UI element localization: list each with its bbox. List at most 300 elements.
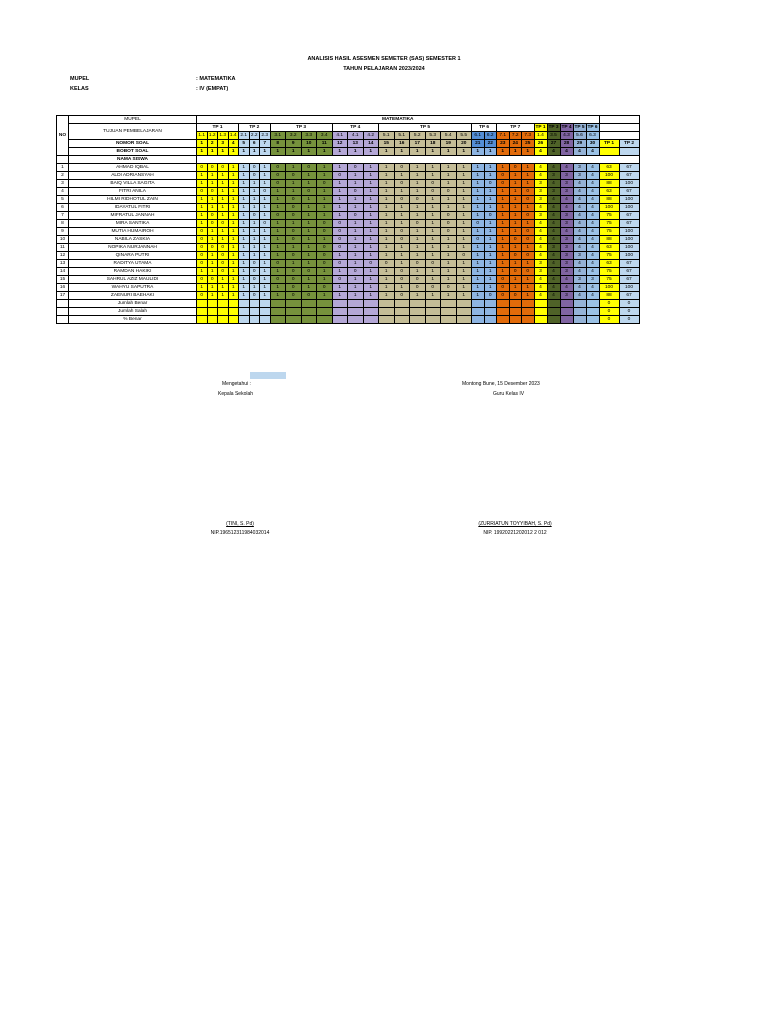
score-cell: 1 — [425, 268, 441, 276]
score-cell: 1 — [497, 228, 510, 236]
score-cell: 1 — [286, 244, 302, 252]
score-cell: 1 — [379, 172, 395, 180]
score-cell: 1 — [260, 228, 271, 236]
score-cell: 1 — [410, 180, 426, 188]
score-cell: 0 — [497, 284, 510, 292]
score-cell: 1 — [379, 252, 395, 260]
score-cell: 1 — [270, 244, 286, 252]
score-cell: 1 — [379, 276, 395, 284]
score-cell: 1 — [484, 244, 497, 252]
score-cell: 1 — [332, 196, 348, 204]
score-cell: 0 — [509, 164, 522, 172]
score-cell: 0 — [332, 172, 348, 180]
score-cell: 1 — [228, 244, 239, 252]
sub-code: 3.2 — [286, 132, 302, 140]
student-name: MUTIA HUMAIROH — [69, 228, 197, 236]
student-name: BAIQ VILLA SAGITA — [69, 180, 197, 188]
score-cell: 1 — [363, 244, 379, 252]
principal-title: Kepala Sekolah — [218, 391, 254, 397]
score-cell: 1 — [484, 260, 497, 268]
score-cell: 0 — [394, 164, 410, 172]
score-cell: 1 — [363, 188, 379, 196]
summary-cell — [472, 300, 485, 308]
score-cell: 4 — [547, 220, 560, 228]
score-cell: 4 — [586, 268, 599, 276]
summary-cell — [332, 300, 348, 308]
blank-cell — [57, 156, 69, 164]
score-cell: 0 — [472, 220, 485, 228]
score-cell: 1 — [394, 220, 410, 228]
score-cell: 0 — [497, 292, 510, 300]
score-cell: 1 — [441, 260, 457, 268]
score-cell: 1 — [441, 276, 457, 284]
score-cell: 1 — [509, 196, 522, 204]
score-cell: 1 — [484, 276, 497, 284]
score-cell: 1 — [497, 220, 510, 228]
score-cell: 0 — [379, 260, 395, 268]
score-cell: 1 — [379, 220, 395, 228]
summary-tp1: 0 — [599, 308, 619, 316]
summary-cell — [573, 316, 586, 324]
score-cell: 1 — [317, 204, 333, 212]
summary-cell — [456, 316, 472, 324]
score-cell: 1 — [509, 284, 522, 292]
score-cell: 1 — [228, 188, 239, 196]
score-cell: 0 — [260, 220, 271, 228]
tp-group-3: TP 3 — [270, 124, 332, 132]
result-tp1: 100 — [599, 172, 619, 180]
summary-cell — [239, 316, 250, 324]
score-cell: 1 — [379, 212, 395, 220]
student-name: HILMI RIDHOTUL ZAIN — [69, 196, 197, 204]
summary-cell — [301, 316, 317, 324]
score-cell: 1 — [425, 212, 441, 220]
score-cell: 4 — [586, 196, 599, 204]
score-cell: 1 — [228, 284, 239, 292]
student-row — [57, 268, 640, 276]
score-cell: 4 — [573, 188, 586, 196]
score-cell: 1 — [228, 268, 239, 276]
summary-cell — [363, 300, 379, 308]
score-cell: 1 — [472, 180, 485, 188]
score-cell: 1 — [239, 228, 250, 236]
score-cell: 1 — [228, 228, 239, 236]
result-tp2: 100 — [619, 204, 639, 212]
question-number: 24 — [509, 140, 522, 148]
score-cell: 1 — [410, 244, 426, 252]
student-name: IDAYATUL FITRI — [69, 204, 197, 212]
score-cell: 1 — [301, 220, 317, 228]
question-number: 18 — [425, 140, 441, 148]
score-cell: 4 — [547, 236, 560, 244]
summary-cell — [348, 300, 364, 308]
score-cell: 0 — [249, 212, 260, 220]
score-cell: 4 — [573, 220, 586, 228]
score-cell: 1 — [348, 244, 364, 252]
score-cell: 1 — [363, 276, 379, 284]
score-cell: 0 — [286, 284, 302, 292]
summary-cell — [301, 300, 317, 308]
score-cell: 1 — [197, 204, 208, 212]
score-cell: 3 — [560, 268, 573, 276]
score-cell: 1 — [484, 172, 497, 180]
question-weight: 1 — [286, 148, 302, 156]
score-cell: 0 — [260, 188, 271, 196]
score-cell: 0 — [497, 276, 510, 284]
student-no: 1 — [57, 164, 69, 172]
score-cell: 1 — [497, 244, 510, 252]
result-tp2: 67 — [619, 220, 639, 228]
highlight-strip — [250, 372, 286, 379]
tp-group-7: TP 7 — [497, 124, 535, 132]
result-tp1: 63 — [599, 164, 619, 172]
score-cell: 1 — [270, 220, 286, 228]
score-cell: 1 — [379, 188, 395, 196]
score-cell: 0 — [522, 268, 535, 276]
teacher-nip: NIP. 19920221202012 2 012 — [483, 530, 547, 536]
question-number: 11 — [317, 140, 333, 148]
score-cell: 1 — [484, 268, 497, 276]
score-cell: 0 — [270, 276, 286, 284]
summary-cell — [348, 316, 364, 324]
score-cell: 1 — [441, 244, 457, 252]
score-cell: 1 — [394, 284, 410, 292]
student-name-header-row — [57, 156, 640, 164]
result-tp2: 67 — [619, 276, 639, 284]
result-tp2: 100 — [619, 236, 639, 244]
score-cell: 1 — [301, 212, 317, 220]
score-cell: 4 — [573, 292, 586, 300]
score-cell: 1 — [207, 268, 218, 276]
score-cell: 0 — [522, 236, 535, 244]
score-cell: 1 — [363, 196, 379, 204]
summary-label: Jumlah Salah — [69, 308, 197, 316]
score-cell: 0 — [410, 220, 426, 228]
question-number: 3 — [218, 140, 229, 148]
student-row — [57, 220, 640, 228]
result-tp2: 100 — [619, 244, 639, 252]
question-number: 28 — [560, 140, 573, 148]
question-weight: 1 — [260, 148, 271, 156]
question-number: 19 — [441, 140, 457, 148]
question-number: 26 — [534, 140, 547, 148]
score-cell: 0 — [207, 212, 218, 220]
score-cell: 0 — [509, 292, 522, 300]
score-cell: 0 — [317, 220, 333, 228]
score-cell: 1 — [456, 244, 472, 252]
score-cell: 1 — [509, 212, 522, 220]
score-cell: 3 — [534, 196, 547, 204]
sub-code: 4.3 — [560, 132, 573, 140]
score-cell: 1 — [228, 180, 239, 188]
score-cell: 1 — [379, 196, 395, 204]
score-cell: 1 — [239, 188, 250, 196]
score-cell: 1 — [394, 172, 410, 180]
principal-nip: NIP.196512311984032014 — [210, 530, 270, 536]
score-cell: 0 — [301, 164, 317, 172]
document-subtitle: TAHUN PELAJARAN 2023/2024 — [343, 66, 425, 72]
score-cell: 0 — [484, 212, 497, 220]
score-cell: 1 — [472, 252, 485, 260]
question-number-header: NOMOR SOAL — [69, 140, 197, 148]
student-name: AHMAD IQBAL — [69, 164, 197, 172]
blank-cell — [57, 316, 69, 324]
score-cell: 0 — [286, 236, 302, 244]
sub-code: 3.1 — [270, 132, 286, 140]
score-cell: 4 — [586, 188, 599, 196]
score-cell: 1 — [425, 252, 441, 260]
result-spacer — [619, 148, 639, 156]
score-cell: 0 — [522, 228, 535, 236]
score-cell: 1 — [239, 260, 250, 268]
question-number: 9 — [286, 140, 302, 148]
score-cell: 0 — [410, 196, 426, 204]
score-cell: 0 — [286, 204, 302, 212]
score-cell: 0 — [484, 292, 497, 300]
score-cell: 0 — [197, 260, 208, 268]
score-cell: 1 — [260, 284, 271, 292]
score-cell: 4 — [534, 284, 547, 292]
student-row — [57, 276, 640, 284]
score-cell: 1 — [207, 260, 218, 268]
score-cell: 1 — [249, 236, 260, 244]
score-cell: 1 — [425, 220, 441, 228]
question-number: 25 — [522, 140, 535, 148]
summary-cell — [534, 308, 547, 316]
score-cell: 1 — [379, 228, 395, 236]
score-cell: 4 — [586, 212, 599, 220]
score-cell: 1 — [472, 212, 485, 220]
score-cell: 1 — [410, 164, 426, 172]
kelas-label: KELAS — [70, 86, 89, 92]
score-cell: 1 — [260, 196, 271, 204]
summary-cell — [509, 316, 522, 324]
score-cell: 0 — [286, 196, 302, 204]
score-cell: 0 — [441, 220, 457, 228]
score-cell: 1 — [239, 220, 250, 228]
score-cell: 0 — [197, 188, 208, 196]
summary-cell — [286, 316, 302, 324]
result-tp2: 67 — [619, 188, 639, 196]
summary-cell — [228, 300, 239, 308]
student-row — [57, 172, 640, 180]
question-weight: 4 — [560, 148, 573, 156]
student-no: 5 — [57, 196, 69, 204]
score-cell: 1 — [394, 244, 410, 252]
score-cell: 0 — [332, 236, 348, 244]
summary-label: % Benar — [69, 316, 197, 324]
result-spacer — [599, 132, 639, 140]
student-no: 3 — [57, 180, 69, 188]
sub-code: 2.3 — [261, 133, 269, 138]
score-cell: 0 — [301, 292, 317, 300]
score-cell: 3 — [534, 188, 547, 196]
score-cell: 1 — [379, 244, 395, 252]
score-cell: 4 — [534, 172, 547, 180]
result-spacer — [599, 124, 639, 132]
score-cell: 0 — [218, 164, 229, 172]
score-cell: 1 — [456, 268, 472, 276]
score-cell: 1 — [228, 260, 239, 268]
student-row — [57, 188, 640, 196]
score-cell: 0 — [441, 188, 457, 196]
score-cell: 4 — [586, 180, 599, 188]
score-cell: 1 — [218, 180, 229, 188]
result-tp1: 75 — [599, 212, 619, 220]
summary-cell — [207, 316, 218, 324]
student-no: 11 — [57, 244, 69, 252]
question-weight: 4 — [534, 148, 547, 156]
score-cell: 1 — [509, 172, 522, 180]
sub-code: 1.1 — [198, 133, 206, 138]
student-no: 14 — [57, 268, 69, 276]
student-name: ZAENURI BAEHAKI — [69, 292, 197, 300]
summary-cell — [218, 300, 229, 308]
score-cell: 0 — [207, 188, 218, 196]
score-cell: 1 — [270, 204, 286, 212]
score-cell: 1 — [394, 252, 410, 260]
score-cell: 0 — [332, 244, 348, 252]
summary-cell — [560, 316, 573, 324]
score-cell: 1 — [472, 244, 485, 252]
summary-cell — [497, 308, 510, 316]
question-weight: 1 — [472, 148, 485, 156]
score-cell: 1 — [425, 164, 441, 172]
score-cell: 4 — [547, 284, 560, 292]
score-cell: 1 — [207, 204, 218, 212]
score-cell: 4 — [534, 204, 547, 212]
score-cell: 1 — [260, 252, 271, 260]
question-number: 12 — [332, 140, 348, 148]
question-number: 13 — [348, 140, 364, 148]
summary-cell — [317, 300, 333, 308]
student-row — [57, 252, 640, 260]
summary-label: Jumlah Benar — [69, 300, 197, 308]
result-tp2: 100 — [619, 252, 639, 260]
score-cell: 0 — [218, 220, 229, 228]
score-cell: 1 — [484, 164, 497, 172]
question-number: 16 — [394, 140, 410, 148]
score-cell: 0 — [249, 164, 260, 172]
score-cell: 1 — [484, 228, 497, 236]
score-cell: 1 — [270, 268, 286, 276]
score-cell: 0 — [317, 260, 333, 268]
score-cell: 1 — [509, 228, 522, 236]
score-cell: 1 — [410, 204, 426, 212]
question-weight: 1 — [249, 148, 260, 156]
summary-cell — [560, 308, 573, 316]
score-cell: 4 — [534, 292, 547, 300]
score-cell: 1 — [472, 260, 485, 268]
score-cell: 0 — [441, 228, 457, 236]
student-no: 9 — [57, 228, 69, 236]
score-cell: 0 — [484, 180, 497, 188]
score-cell: 1 — [301, 196, 317, 204]
score-cell: 1 — [249, 188, 260, 196]
score-cell: 1 — [348, 276, 364, 284]
score-cell: 3 — [560, 212, 573, 220]
sub-code: 6.3 — [586, 132, 599, 140]
score-cell: 4 — [547, 180, 560, 188]
score-cell: 1 — [207, 284, 218, 292]
score-cell: 1 — [509, 260, 522, 268]
score-cell: 4 — [573, 244, 586, 252]
question-weight: 1 — [379, 148, 395, 156]
kelas-value: : IV (EMPAT) — [196, 86, 229, 92]
score-cell: 1 — [332, 268, 348, 276]
score-cell: 1 — [249, 244, 260, 252]
score-cell: 1 — [260, 236, 271, 244]
score-cell: 1 — [270, 196, 286, 204]
question-weight: 1 — [484, 148, 497, 156]
score-cell: 1 — [286, 220, 302, 228]
result-tp2: 67 — [619, 292, 639, 300]
summary-cell — [260, 300, 271, 308]
student-no: 6 — [57, 204, 69, 212]
student-name: WAHYU SAPUTRA — [69, 284, 197, 292]
score-cell: 1 — [456, 220, 472, 228]
summary-cell — [270, 308, 286, 316]
score-cell: 1 — [218, 172, 229, 180]
score-cell: 1 — [207, 252, 218, 260]
question-number: 27 — [547, 140, 560, 148]
score-cell: 1 — [197, 220, 208, 228]
score-cell: 1 — [239, 268, 250, 276]
question-number: 1 — [197, 140, 208, 148]
score-cell: 1 — [497, 204, 510, 212]
score-cell: 1 — [472, 204, 485, 212]
score-cell: 0 — [270, 260, 286, 268]
score-cell: 4 — [534, 252, 547, 260]
score-cell: 0 — [425, 260, 441, 268]
score-cell: 0 — [286, 212, 302, 220]
score-cell: 1 — [260, 204, 271, 212]
score-cell: 0 — [270, 180, 286, 188]
result-tp1: 75 — [599, 252, 619, 260]
result-tp1: 88 — [599, 196, 619, 204]
sub-code: 5.1 — [379, 132, 395, 140]
score-cell: 1 — [484, 236, 497, 244]
score-cell: 1 — [218, 204, 229, 212]
summary-cell — [317, 308, 333, 316]
question-weight: 1 — [348, 148, 364, 156]
score-cell: 1 — [270, 284, 286, 292]
score-cell: 1 — [456, 276, 472, 284]
score-cell: 0 — [270, 172, 286, 180]
mapel-value: : MATEMATIKA — [196, 76, 236, 82]
score-cell: 0 — [363, 260, 379, 268]
score-cell: 1 — [197, 268, 208, 276]
score-cell: 1 — [207, 228, 218, 236]
score-cell: 0 — [218, 252, 229, 260]
result-tp1: 100 — [599, 284, 619, 292]
score-cell: 1 — [363, 172, 379, 180]
score-cell: 1 — [260, 292, 271, 300]
blank-cell — [57, 308, 69, 316]
score-cell: 1 — [301, 252, 317, 260]
score-cell: 1 — [348, 180, 364, 188]
question-number: 29 — [573, 140, 586, 148]
score-cell: 1 — [301, 236, 317, 244]
question-number: 17 — [410, 140, 426, 148]
score-cell: 0 — [286, 172, 302, 180]
summary-tp2: 0 — [619, 300, 639, 308]
score-cell: 0 — [509, 268, 522, 276]
score-cell: 0 — [410, 276, 426, 284]
summary-cell — [379, 316, 395, 324]
score-cell: 0 — [332, 260, 348, 268]
score-cell: 1 — [207, 172, 218, 180]
